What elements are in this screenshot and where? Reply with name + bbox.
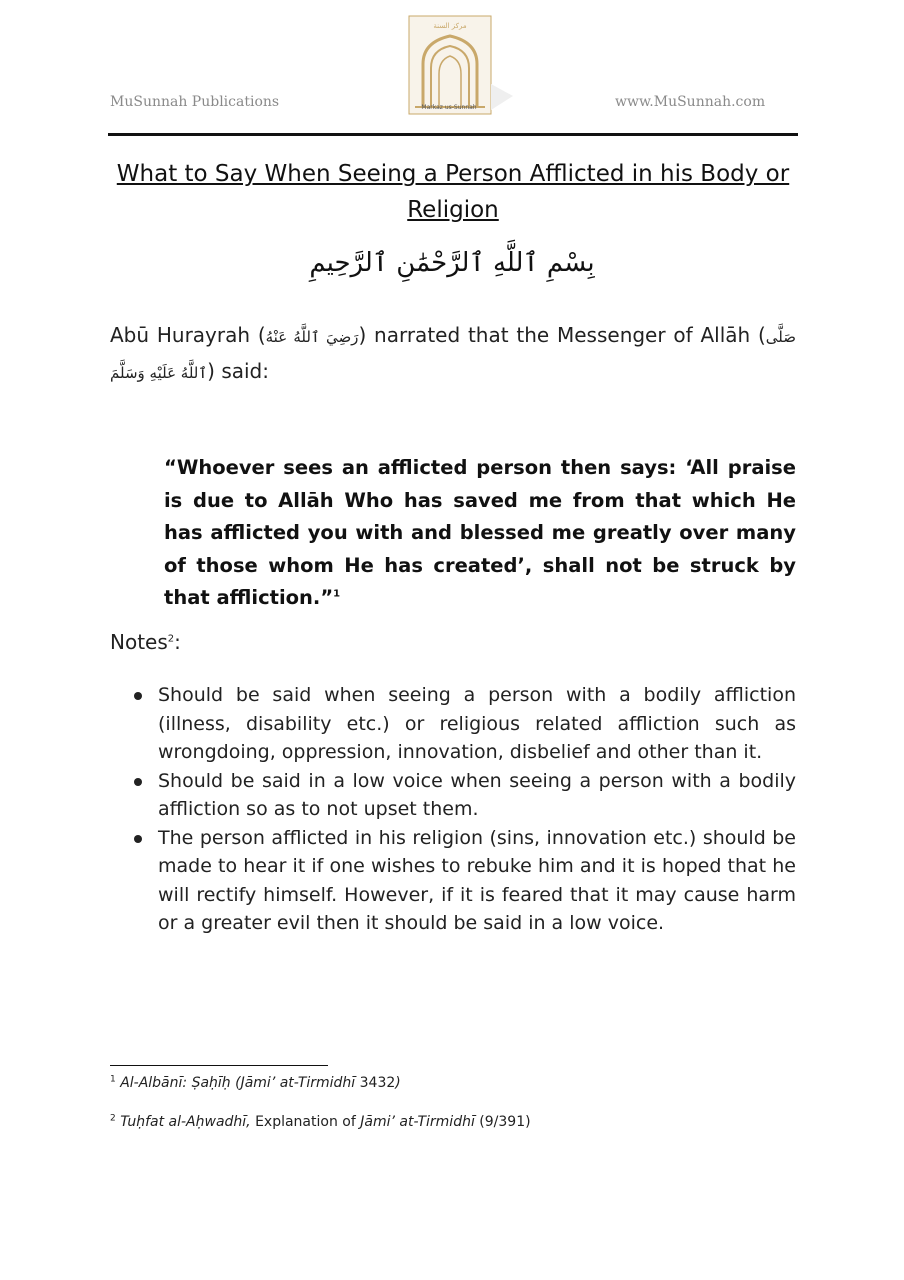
footnote-1	[110, 1075, 796, 1091]
intro-paragraph	[110, 318, 796, 390]
list-item: Should be said in a low voice when seeing a person with a bodily affliction so as to not upset them.	[110, 767, 796, 824]
notes-colon: :	[174, 630, 181, 654]
footnote-divider	[110, 1065, 328, 1066]
publisher-name: MuSunnah Publications	[110, 94, 280, 110]
notes-label: Notes	[110, 630, 168, 654]
footnote-plain: Explanation of	[250, 1114, 361, 1130]
footnote-tail: )	[395, 1075, 401, 1091]
logo-arabic-text: مركز السنة	[433, 22, 467, 30]
footnote-italic: Tuḥfat al-Aḥwadhī,	[120, 1114, 251, 1130]
footnote-italic: Al-Albānī: Ṣaḥīḥ (Jāmi’ at-Tirmidhī	[120, 1075, 356, 1091]
footnote-number: 2	[110, 1113, 116, 1124]
website-url: www.MuSunnah.com	[615, 94, 766, 110]
intro-part-3: ) said:	[207, 359, 269, 383]
intro-part-1: Abū Hurayrah (	[110, 323, 266, 347]
honorific-radiallahu: رَضِيَ ٱللَّهُ عَنْهُ	[265, 328, 359, 346]
footnote-ref-2: 2	[167, 633, 175, 645]
logo-caption: Markaz us-Sunnah	[421, 104, 477, 111]
footnote-italic-2: Jāmi’ at-Tirmidhī	[360, 1114, 475, 1130]
honorific-sallallahu: صَلَّى ٱللَّهُ عَلَيْهِ وَسَلَّمَ	[110, 328, 797, 382]
notes-heading	[110, 630, 181, 654]
list-item: The person afflicted in his religion (sins, innovation etc.) should be made to hear it if one wishes to rebuke him and it is hoped that he will rectify himself. However, if it is feared that it may cause harm or a greater evil then it should be said in a low voice.	[110, 824, 796, 938]
footnote-2	[110, 1114, 796, 1130]
page-title: What to Say When Seeing a Person Afflicted in his Body or Religion	[116, 161, 790, 223]
footnote-ref-1: 1	[333, 588, 341, 600]
hadith-quote	[164, 452, 796, 615]
intro-part-2: ) narrated that the Messenger of Allāh (	[358, 323, 766, 347]
notes-list	[110, 681, 796, 938]
markaz-logo	[405, 14, 517, 116]
basmala: بِسْمِ ٱللَّهِ ٱلرَّحْمَٰنِ ٱلرَّحِيمِ	[309, 248, 595, 278]
footnote-tail: (9/391)	[474, 1114, 531, 1130]
hadith-text: “Whoever sees an afflicted person then says: ‘All praise is due to Allāh Who has saved me from that which He has afflicted you with and blessed me greatly over many of those whom He has created’, shall not be struck by that affliction.”	[164, 456, 796, 609]
list-item: Should be said when seeing a person with a bodily affliction (illness, disability etc.) or religious related affliction such as wrongdoing, oppression, innovation, disbelief and other than it.	[110, 681, 796, 767]
footnote-plain: 3432	[355, 1075, 396, 1091]
header-divider	[108, 133, 798, 136]
footnote-number: 1	[110, 1074, 116, 1085]
